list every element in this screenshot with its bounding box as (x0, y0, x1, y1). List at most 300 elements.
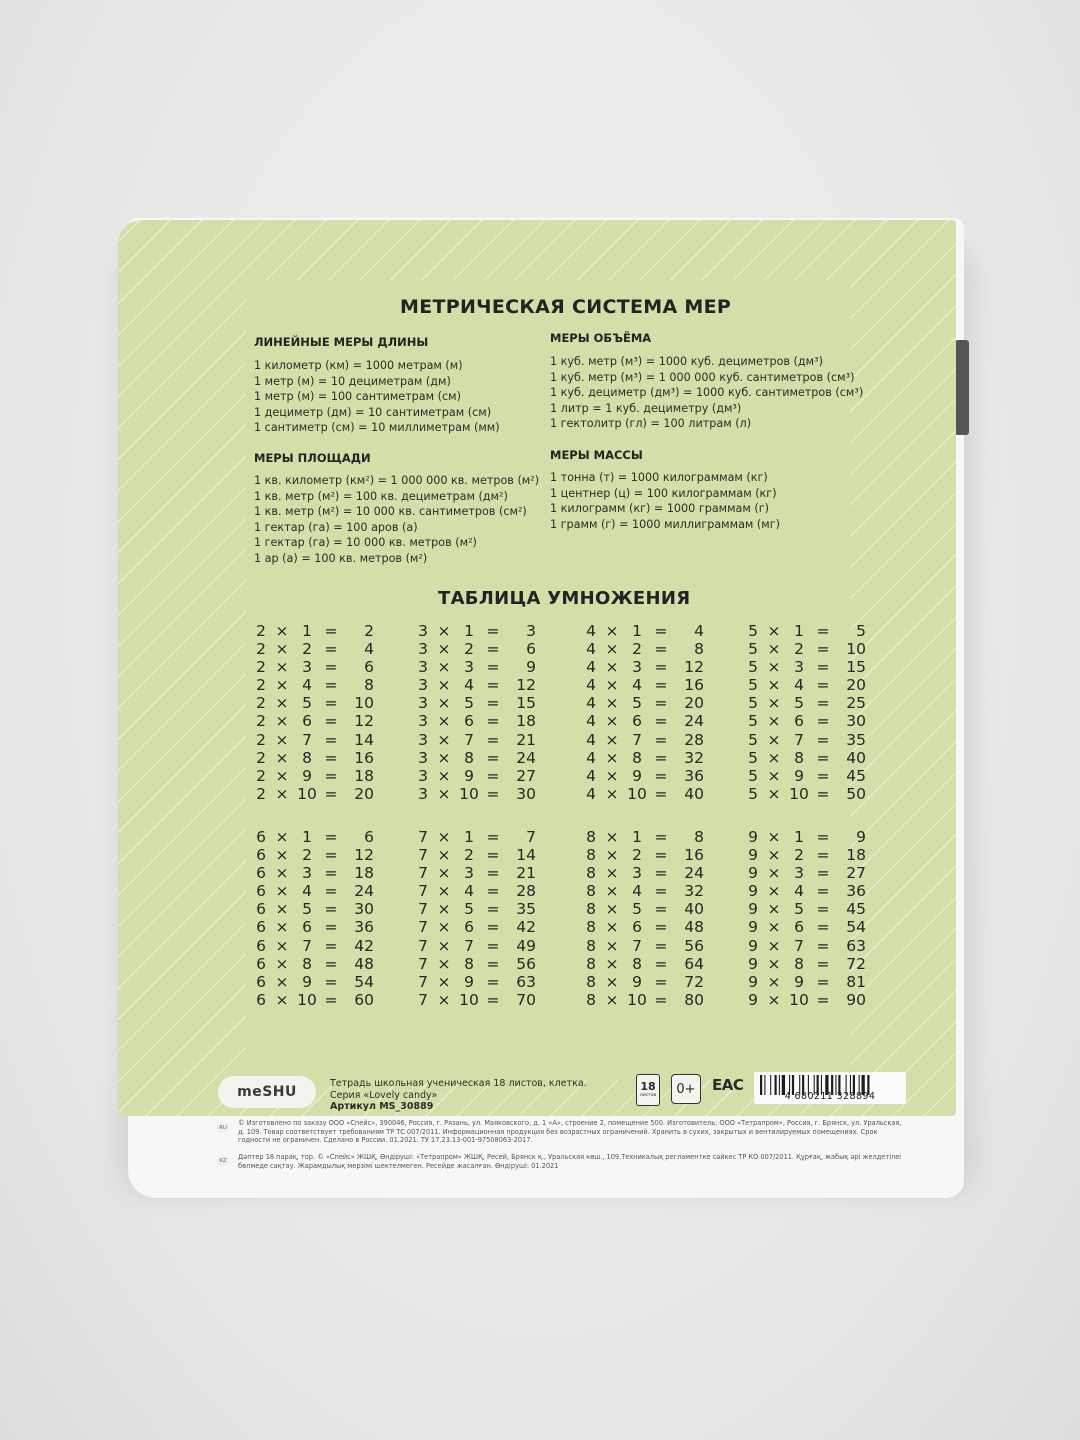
times-sign: × (437, 748, 451, 767)
equals-sign: = (654, 676, 668, 695)
product: 81 (846, 972, 866, 991)
product: 72 (846, 954, 866, 973)
factor-a: 4 (586, 694, 596, 713)
equals-sign: = (324, 972, 338, 991)
table-row (584, 640, 704, 658)
factor-a: 8 (586, 954, 596, 973)
factor-a: 6 (256, 882, 266, 901)
times-sign: × (437, 828, 451, 846)
factor-b: 1 (302, 828, 312, 846)
times-sign: × (275, 864, 289, 883)
equals-sign: = (654, 640, 668, 659)
factor-a: 9 (748, 936, 758, 955)
times-sign: × (605, 784, 619, 803)
times-sign: × (275, 766, 289, 785)
times-sign: × (767, 622, 781, 640)
table-row (746, 712, 866, 730)
equals-sign: = (816, 846, 830, 865)
factor-a: 7 (418, 846, 428, 865)
table-row (584, 973, 704, 991)
age-badge (671, 1074, 701, 1104)
eac-mark: EAC (712, 1076, 744, 1094)
equals-sign: = (324, 918, 338, 937)
factor-a: 4 (586, 676, 596, 695)
table-row (416, 640, 536, 658)
factor-a: 5 (748, 766, 758, 785)
table-row (416, 882, 536, 900)
equals-sign: = (324, 900, 338, 919)
factor-a: 3 (418, 712, 428, 731)
lang-ru-label: RU (219, 1125, 227, 1131)
times-sign: × (767, 972, 781, 991)
factor-b: 2 (302, 846, 312, 865)
lang-ru-icon (216, 1123, 230, 1133)
factor-b: 3 (794, 658, 804, 677)
product: 21 (516, 730, 536, 749)
factor-a: 9 (748, 900, 758, 919)
factor-a: 8 (586, 936, 596, 955)
factor-b: 6 (302, 712, 312, 731)
factor-b: 8 (794, 748, 804, 767)
factor-a: 5 (748, 730, 758, 749)
product: 36 (684, 766, 704, 785)
equals-sign: = (654, 694, 668, 713)
product: 9 (856, 828, 866, 846)
length-list (254, 358, 500, 436)
times-sign: × (437, 676, 451, 695)
volume-title: МЕРЫ ОБЪЁМА (550, 331, 652, 345)
factor-a: 5 (748, 694, 758, 713)
equals-sign: = (654, 712, 668, 731)
table-row (584, 937, 704, 955)
equals-sign: = (816, 748, 830, 767)
factor-b: 2 (464, 846, 474, 865)
factor-b: 9 (632, 766, 642, 785)
times-sign: × (605, 766, 619, 785)
table-row (746, 767, 866, 785)
equals-sign: = (816, 990, 830, 1009)
times-sign: × (605, 694, 619, 713)
times-sign: × (767, 676, 781, 695)
lang-kz-icon (216, 1156, 230, 1166)
equals-sign: = (654, 882, 668, 901)
table-row (584, 658, 704, 676)
product: 10 (354, 694, 374, 713)
equals-sign: = (486, 972, 500, 991)
product: 72 (684, 972, 704, 991)
factor-a: 8 (586, 990, 596, 1009)
times-sign: × (437, 712, 451, 731)
legal-line: © Изготовлено по заказу ООО «Спейс», 390046, Россия, г. Рязань, ул. Маяковского, д. 1 «А», строение 2, помещение 500. Изготовитель: ООО «Тетрапром», Россия, г. Брянск, ул. Уральская, (238, 1119, 902, 1127)
product: 48 (354, 954, 374, 973)
factor-b: 8 (302, 954, 312, 973)
factor-b: 7 (302, 730, 312, 749)
table-row (416, 785, 536, 803)
equals-sign: = (654, 748, 668, 767)
factor-b: 10 (459, 990, 479, 1009)
table-row (254, 864, 374, 882)
factor-b: 4 (302, 676, 312, 695)
factor-b: 3 (302, 658, 312, 677)
length-line: 1 километр (км) = 1000 метрам (м) (254, 359, 463, 372)
legal-ru (238, 1119, 902, 1145)
factor-a: 7 (418, 882, 428, 901)
product: 54 (846, 918, 866, 937)
product: 54 (354, 972, 374, 991)
factor-a: 4 (586, 640, 596, 659)
barcode-number: 4 680211 328894 (784, 1091, 876, 1102)
equals-sign: = (486, 784, 500, 803)
factor-b: 7 (464, 936, 474, 955)
table-row (584, 694, 704, 712)
factor-b: 10 (459, 784, 479, 803)
equals-sign: = (816, 900, 830, 919)
product: 14 (354, 730, 374, 749)
factor-b: 4 (794, 676, 804, 695)
table-row (254, 846, 374, 864)
table-row (254, 622, 374, 640)
product: 10 (846, 640, 866, 659)
times-sign: × (437, 784, 451, 803)
times-sign: × (275, 676, 289, 695)
product: 50 (846, 784, 866, 803)
lang-kz-label: KZ (219, 1158, 227, 1164)
factor-a: 4 (586, 712, 596, 731)
equals-sign: = (324, 640, 338, 659)
times-sign: × (767, 658, 781, 677)
equals-sign: = (654, 828, 668, 846)
factor-b: 2 (794, 846, 804, 865)
table-row (416, 937, 536, 955)
factor-a: 8 (586, 882, 596, 901)
factor-a: 8 (586, 900, 596, 919)
factor-a: 9 (748, 864, 758, 883)
factor-b: 1 (794, 622, 804, 640)
factor-a: 7 (418, 990, 428, 1009)
equals-sign: = (486, 622, 500, 640)
factor-b: 8 (794, 954, 804, 973)
equals-sign: = (486, 640, 500, 659)
product: 30 (846, 712, 866, 731)
factor-b: 10 (627, 784, 647, 803)
area-line: 1 кв. километр (км²) = 1 000 000 кв. метров (м²) (254, 474, 540, 487)
factor-b: 5 (632, 900, 642, 919)
table-row (584, 676, 704, 694)
factor-b: 10 (297, 784, 317, 803)
table-row (746, 900, 866, 918)
product: 40 (684, 784, 704, 803)
factor-a: 3 (418, 658, 428, 677)
table-row (746, 676, 866, 694)
factor-b: 2 (464, 640, 474, 659)
equals-sign: = (654, 990, 668, 1009)
equals-sign: = (486, 990, 500, 1009)
times-sign: × (437, 900, 451, 919)
factor-b: 2 (794, 640, 804, 659)
equals-sign: = (486, 748, 500, 767)
area-line: 1 кв. метр (м²) = 10 000 кв. сантиметров (см²) (254, 505, 527, 518)
equals-sign: = (654, 658, 668, 677)
table-row (254, 749, 374, 767)
equals-sign: = (816, 640, 830, 659)
factor-b: 9 (464, 972, 474, 991)
product: 56 (684, 936, 704, 955)
times-sign: × (437, 622, 451, 640)
brand-logo (218, 1076, 316, 1108)
table-row (584, 749, 704, 767)
factor-b: 3 (464, 658, 474, 677)
table-row (746, 731, 866, 749)
sheets-badge (636, 1074, 660, 1106)
times-sign: × (275, 748, 289, 767)
times-sign: × (437, 640, 451, 659)
times-sign: × (437, 766, 451, 785)
times-sign: × (767, 694, 781, 713)
equals-sign: = (816, 828, 830, 846)
equals-sign: = (324, 622, 338, 640)
times-sign: × (437, 972, 451, 991)
factor-b: 8 (632, 954, 642, 973)
sheets-count: 18 (640, 1080, 656, 1093)
times-sign: × (275, 712, 289, 731)
table-row (746, 785, 866, 803)
factor-b: 10 (789, 990, 809, 1009)
mass-title: МЕРЫ МАССЫ (550, 448, 643, 462)
equals-sign: = (324, 828, 338, 846)
equals-sign: = (324, 694, 338, 713)
table-row (416, 622, 536, 640)
equals-sign: = (324, 990, 338, 1009)
equals-sign: = (816, 712, 830, 731)
product: 32 (684, 882, 704, 901)
factor-b: 5 (632, 694, 642, 713)
factor-b: 6 (464, 712, 474, 731)
table-row (416, 991, 536, 1009)
table-row (416, 864, 536, 882)
length-line: 1 дециметр (дм) = 10 сантиметрам (см) (254, 405, 492, 419)
equals-sign: = (816, 658, 830, 677)
factor-b: 1 (464, 828, 474, 846)
equals-sign: = (654, 622, 668, 640)
table-row (746, 991, 866, 1009)
factor-a: 3 (418, 748, 428, 767)
factor-a: 6 (256, 828, 266, 846)
table-row (254, 955, 374, 973)
equals-sign: = (486, 954, 500, 973)
product: 35 (846, 730, 866, 749)
product: 56 (516, 954, 536, 973)
product: 6 (364, 658, 374, 677)
factor-b: 2 (302, 640, 312, 659)
table-row (584, 828, 704, 846)
equals-sign: = (816, 882, 830, 901)
product: 12 (516, 676, 536, 695)
equals-sign: = (324, 712, 338, 731)
times-sign: × (275, 694, 289, 713)
factor-b: 3 (632, 864, 642, 883)
equals-sign: = (654, 864, 668, 883)
times-sign: × (605, 712, 619, 731)
times-sign: × (275, 622, 289, 640)
volume-line: 1 куб. метр (м³) = 1 000 000 куб. сантиметров (см³) (550, 370, 855, 384)
table-row (254, 640, 374, 658)
table-row (416, 749, 536, 767)
times-sign: × (767, 936, 781, 955)
factor-b: 4 (464, 882, 474, 901)
times-sign: × (767, 846, 781, 865)
factor-a: 2 (256, 766, 266, 785)
table-row (416, 955, 536, 973)
product: 30 (354, 900, 374, 919)
mass-line: 1 килограмм (кг) = 1000 граммам (г) (550, 502, 770, 515)
factor-b: 10 (789, 784, 809, 803)
table-row (416, 676, 536, 694)
legal-line: д. 109. Товар соответствует требованиям ТР ТС 007/2011. Информационная продукция без возрастных ограничений. Хранить в сухих, закрытых и вентилируемых помещениях. Срок (238, 1127, 878, 1136)
table-row (746, 828, 866, 846)
product: 15 (846, 658, 866, 677)
table-row (416, 828, 536, 846)
factor-a: 5 (748, 658, 758, 677)
factor-a: 6 (256, 864, 266, 883)
times-sign: × (605, 900, 619, 919)
factor-b: 5 (464, 694, 474, 713)
factor-b: 5 (302, 900, 312, 919)
table-row (584, 991, 704, 1009)
product: 60 (354, 990, 374, 1009)
table-row (416, 658, 536, 676)
product: 18 (846, 846, 866, 865)
table-row (416, 731, 536, 749)
times-sign: × (767, 784, 781, 803)
times-sign: × (437, 846, 451, 865)
times-sign: × (767, 766, 781, 785)
table-row (254, 882, 374, 900)
factor-a: 6 (256, 972, 266, 991)
table-row (254, 937, 374, 955)
table-row (254, 731, 374, 749)
product: 40 (684, 900, 704, 919)
factor-a: 6 (256, 990, 266, 1009)
table-row (584, 846, 704, 864)
length-line: 1 метр (м) = 100 сантиметрам (см) (254, 390, 461, 403)
equals-sign: = (486, 712, 500, 731)
equals-sign: = (324, 784, 338, 803)
factor-a: 3 (418, 766, 428, 785)
factor-a: 3 (418, 640, 428, 659)
equals-sign: = (816, 622, 830, 640)
times-sign: × (275, 936, 289, 955)
equals-sign: = (486, 846, 500, 865)
factor-b: 6 (302, 918, 312, 937)
product: 64 (684, 954, 704, 973)
equals-sign: = (324, 846, 338, 865)
factor-a: 2 (256, 622, 266, 640)
area-line: 1 кв. метр (м²) = 100 кв. дециметрам (дм²) (254, 489, 508, 503)
factor-b: 5 (464, 900, 474, 919)
equals-sign: = (816, 936, 830, 955)
article: Артикул MS_30889 (330, 1101, 434, 1112)
factor-b: 9 (794, 972, 804, 991)
factor-b: 10 (297, 990, 317, 1009)
factor-a: 8 (586, 828, 596, 846)
factor-a: 9 (748, 882, 758, 901)
table-row (746, 846, 866, 864)
times-sign: × (767, 748, 781, 767)
product: 9 (526, 658, 536, 677)
factor-b: 6 (632, 712, 642, 731)
factor-a: 2 (256, 730, 266, 749)
product: 45 (846, 766, 866, 785)
table-row (254, 694, 374, 712)
equals-sign: = (486, 828, 500, 846)
table-row (416, 918, 536, 936)
times-sign: × (605, 640, 619, 659)
product: 25 (846, 694, 866, 713)
table-row (584, 785, 704, 803)
table-of-3 (416, 622, 536, 803)
product: 12 (354, 712, 374, 731)
table-row (746, 694, 866, 712)
equals-sign: = (816, 676, 830, 695)
table-row (416, 900, 536, 918)
table-row (416, 973, 536, 991)
table-row (254, 828, 374, 846)
factor-a: 3 (418, 694, 428, 713)
factor-a: 9 (748, 972, 758, 991)
times-sign: × (275, 900, 289, 919)
factor-a: 5 (748, 676, 758, 695)
volume-line: 1 гектолитр (гл) = 100 литрам (л) (550, 417, 752, 430)
table-row (254, 900, 374, 918)
factor-b: 9 (632, 972, 642, 991)
product-info (330, 1078, 587, 1113)
times-sign: × (437, 936, 451, 955)
table-row (254, 767, 374, 785)
area-list (254, 473, 539, 566)
equals-sign: = (816, 954, 830, 973)
equals-sign: = (486, 936, 500, 955)
factor-a: 5 (748, 622, 758, 640)
times-sign: × (275, 990, 289, 1009)
table-row (416, 712, 536, 730)
product: 21 (516, 864, 536, 883)
legal-line: годности не ограничен. Сделано в России. 01.2021. ТУ 17.23.13-001-97508063-2017. (238, 1136, 533, 1145)
times-sign: × (275, 640, 289, 659)
factor-a: 5 (748, 784, 758, 803)
table-of-6 (254, 828, 374, 1009)
times-sign: × (437, 918, 451, 937)
length-title: ЛИНЕЙНЫЕ МЕРЫ ДЛИНЫ (254, 335, 429, 349)
times-sign: × (437, 954, 451, 973)
times-sign: × (605, 990, 619, 1009)
factor-b: 7 (464, 730, 474, 749)
factor-b: 1 (794, 828, 804, 846)
product: 4 (364, 640, 374, 659)
product: 90 (846, 990, 866, 1009)
product: 5 (856, 622, 866, 640)
factor-a: 2 (256, 784, 266, 803)
area-line: 1 гектар (га) = 100 аров (а) (254, 520, 418, 534)
times-sign: × (767, 918, 781, 937)
equals-sign: = (816, 972, 830, 991)
equals-sign: = (654, 846, 668, 865)
mass-line: 1 центнер (ц) = 100 килограммам (кг) (550, 486, 777, 500)
times-sign: × (275, 784, 289, 803)
product: 15 (516, 694, 536, 713)
times-sign: × (437, 658, 451, 677)
table-row (746, 749, 866, 767)
table-row (254, 991, 374, 1009)
